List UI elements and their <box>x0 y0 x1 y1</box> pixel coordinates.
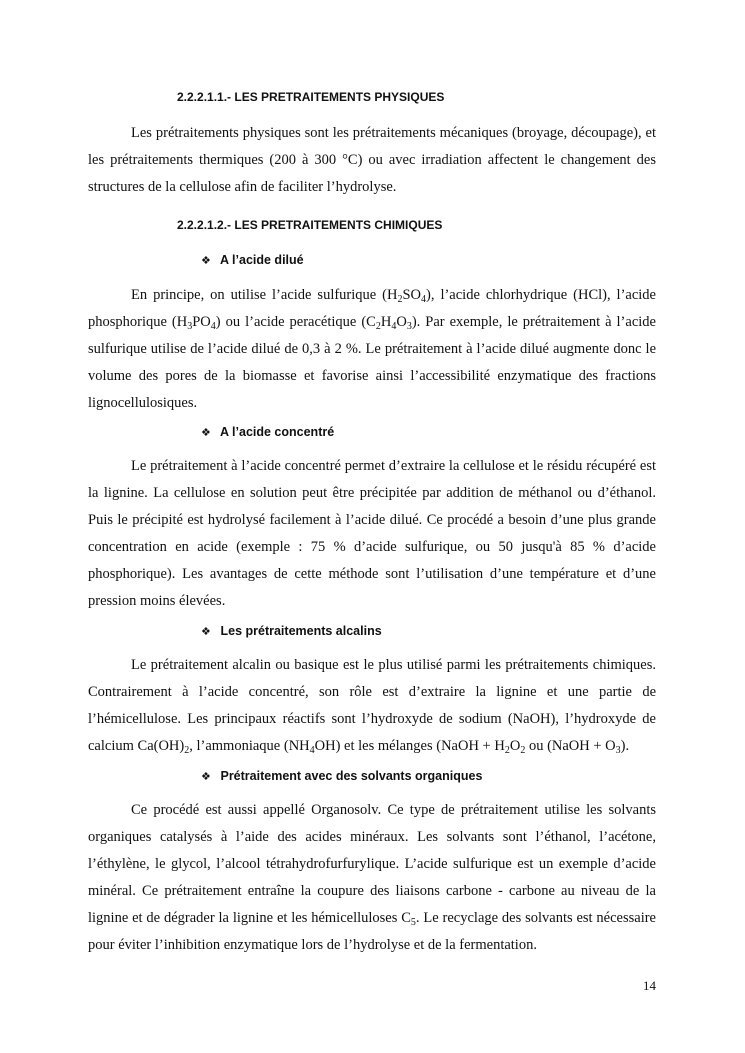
page-number: 14 <box>643 978 656 993</box>
diamond-bullet-icon: ❖ <box>201 626 211 638</box>
section-heading-physical: 2.2.2.1.1.- LES PRETRAITEMENTS PHYSIQUES <box>177 90 445 104</box>
section-heading-chemical: 2.2.2.1.2.- LES PRETRAITEMENTS CHIMIQUES <box>177 218 443 232</box>
bullet-alkaline <box>201 624 382 638</box>
paragraph-dilute-acid: En principe, on utilise l’acide sulfurique $(H_2SO_4)$, l’acide chlorhydrique (HCl), l’acide phosphorique $(H_3PO_4)$ ou l’acide peracétique $(C_2H_4O_3)$. Par exemple, le prétraitement à l’acide sulfurique utilise de l’acide dilué de 0,3 à 2 %. Le prétraitement à l’acide dilué augmente donc le volume des pores de la biomasse et favorise ainsi l’accessibilité enzymatique des fractions lignocellulosiques. <box>88 287 656 411</box>
diamond-bullet-icon: ❖ <box>201 427 211 439</box>
bullet-organic-solvents-label: Prétraitement avec des solvants organiques <box>220 769 483 783</box>
diamond-bullet-icon: ❖ <box>201 771 211 783</box>
paragraph-physical-pretreatments: Les prétraitements physiques sont les prétraitements mécaniques (broyage, découpage), et les prétraitements thermiques (200 à 300 °C) ou avec irradiation affectent le changement des structures de la cellulose afin de faciliter l’hydrolyse. <box>88 125 656 195</box>
paragraph-alkaline: Le prétraitement alcalin ou basique est le plus utilisé parmi les prétraitements chimiques. Contrairement à l’acide concentré, son rôle est d’extraire la lignine et une partie de l’hémicellulose. Les principaux réactifs sont l’hydroxyde de sodium (NaOH), l’hydroxyde de calcium $Ca(OH)_2$, l’ammoniaque $(NH_4OH)$ et les mélanges (NaOH + $H_2O_2$ ou (NaOH + $O_3$). <box>88 657 656 756</box>
bullet-organic-solvents <box>201 769 482 783</box>
bullet-dilute-acid-label: A l’acide dilué <box>220 253 304 267</box>
diamond-bullet-icon: ❖ <box>201 255 211 267</box>
bullet-dilute-acid <box>201 253 304 267</box>
paragraph-concentrated-acid: Le prétraitement à l’acide concentré permet d’extraire la cellulose et le résidu récupéré est la lignine. La cellulose en solution peut être précipitée par addition de méthanol ou d’éthanol. Puis le précipité est hydrolysé facilement à l’acide dilué. Ce procédé a besoin d’une plus grande concentration en acide (exemple : 75 % d’acide sulfurique, ou 50 jusqu'à 85 % d’acide phosphorique). Les avantages de cette méthode sont l’utilisation d’une température et d’une pression moins élevées. <box>88 458 656 609</box>
bullet-concentrated-acid-label: A l’acide concentré <box>220 425 335 439</box>
bullet-alkaline-label: Les prétraitements alcalins <box>220 624 382 638</box>
bullet-concentrated-acid <box>201 425 334 439</box>
paragraph-organic-solvents: Ce procédé est aussi appellé Organosolv. Ce type de prétraitement utilise les solvants organiques catalysés à l’aide des acides minéraux. Les solvants sont l’éthanol, l’acétone, l’éthylène, le glycol, l’alcool tétrahydrofurfurylique. L’acide sulfurique est un exemple d’acide minéral. Ce prétraitement entraîne la coupure des liaisons carbone - carbone au niveau de la lignine et de dégrader la lignine et les hémicelluloses $C_5$. Le recyclage des solvants est nécessaire pour éviter l’inhibition enzymatique lors de l’hydrolyse et de la fermentation. <box>88 802 656 953</box>
